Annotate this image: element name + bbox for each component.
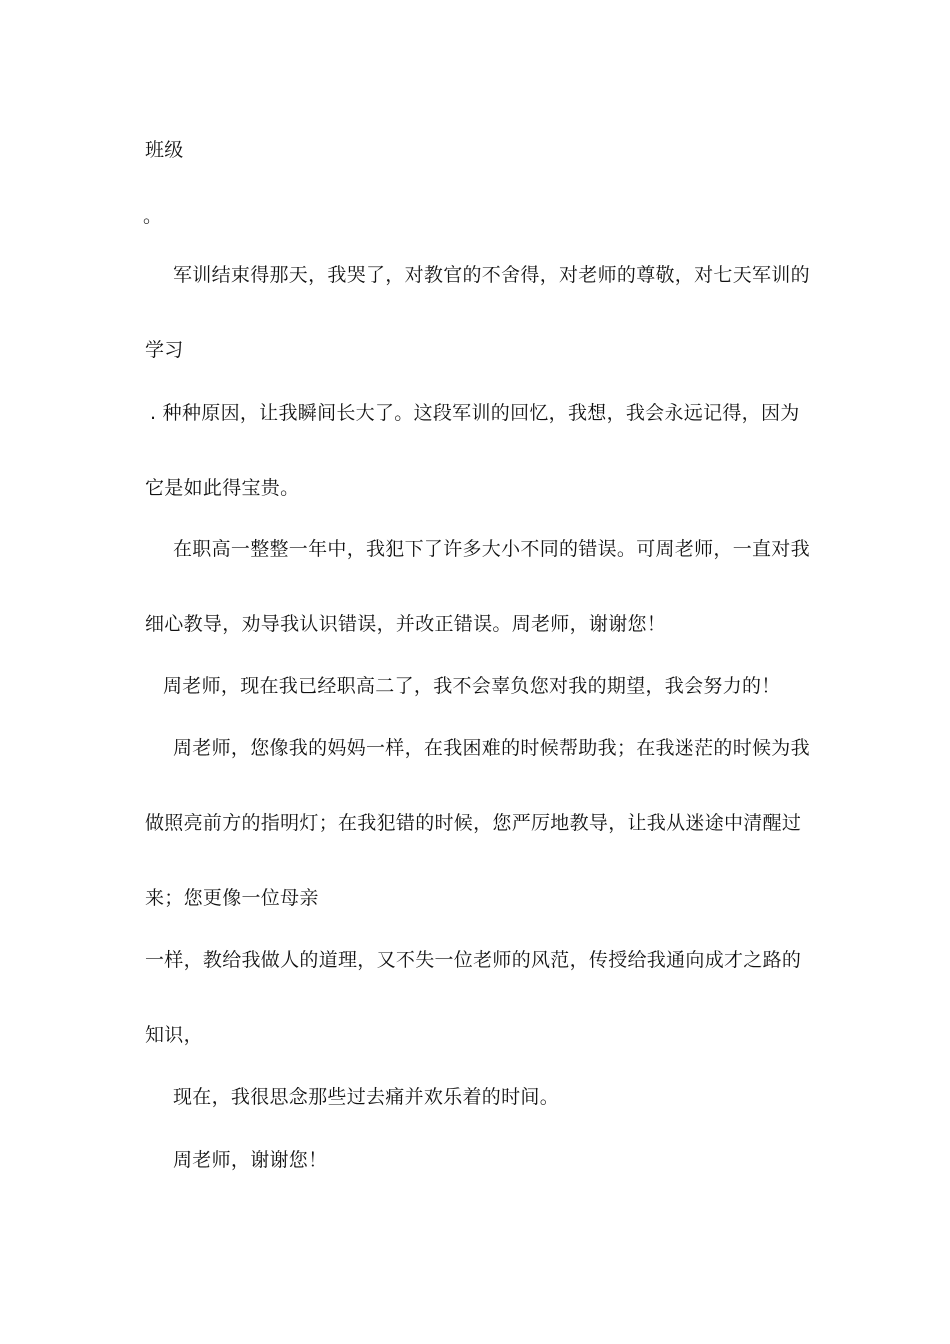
text-line-class-label: 班级 [145,139,184,161]
text-line-military-training-4: 它是如此得宝贵。 [145,477,300,499]
text-line-like-mother-5: 知识， [145,1024,203,1046]
text-line-first-year-2: 细心教导，劝导我认识错误，并改正错误。周老师，谢谢您！ [145,613,667,635]
text-line-missing-time: 现在，我很思念那些过去痛并欢乐着的时间。 [173,1086,560,1108]
text-line-military-training-1: 军训结束得那天，我哭了，对教官的不舍得，对老师的尊敬，对七天军训的 [173,264,810,286]
text-line-second-year: 周老师，现在我已经职高二了，我不会辜负您对我的期望，我会努力的！ [163,675,781,697]
text-line-like-mother-4: 一样，教给我做人的道理，又不失一位老师的风范，传授给我通向成才之路的 [145,949,802,971]
text-line-like-mother-1: 周老师，您像我的妈妈一样，在我困难的时候帮助我；在我迷茫的时候为我 [173,737,810,759]
text-line-like-mother-3: 来；您更像一位母亲 [145,887,319,909]
text-line-like-mother-2: 做照亮前方的指明灯；在我犯错的时候，您严厉地教导，让我从迷途中清醒过 [145,812,802,834]
text-line-first-year-1: 在职高一整整一年中，我犯下了许多大小不同的错误。可周老师，一直对我 [173,538,810,560]
text-line-military-training-3: . 种种原因，让我瞬间长大了。这段军训的回忆，我想，我会永远记得，因为 [150,402,800,424]
text-line-military-training-2: 学习 [145,339,184,361]
text-line-period: 。 [143,205,163,227]
text-line-closing-thanks: 周老师，谢谢您！ [173,1149,328,1171]
